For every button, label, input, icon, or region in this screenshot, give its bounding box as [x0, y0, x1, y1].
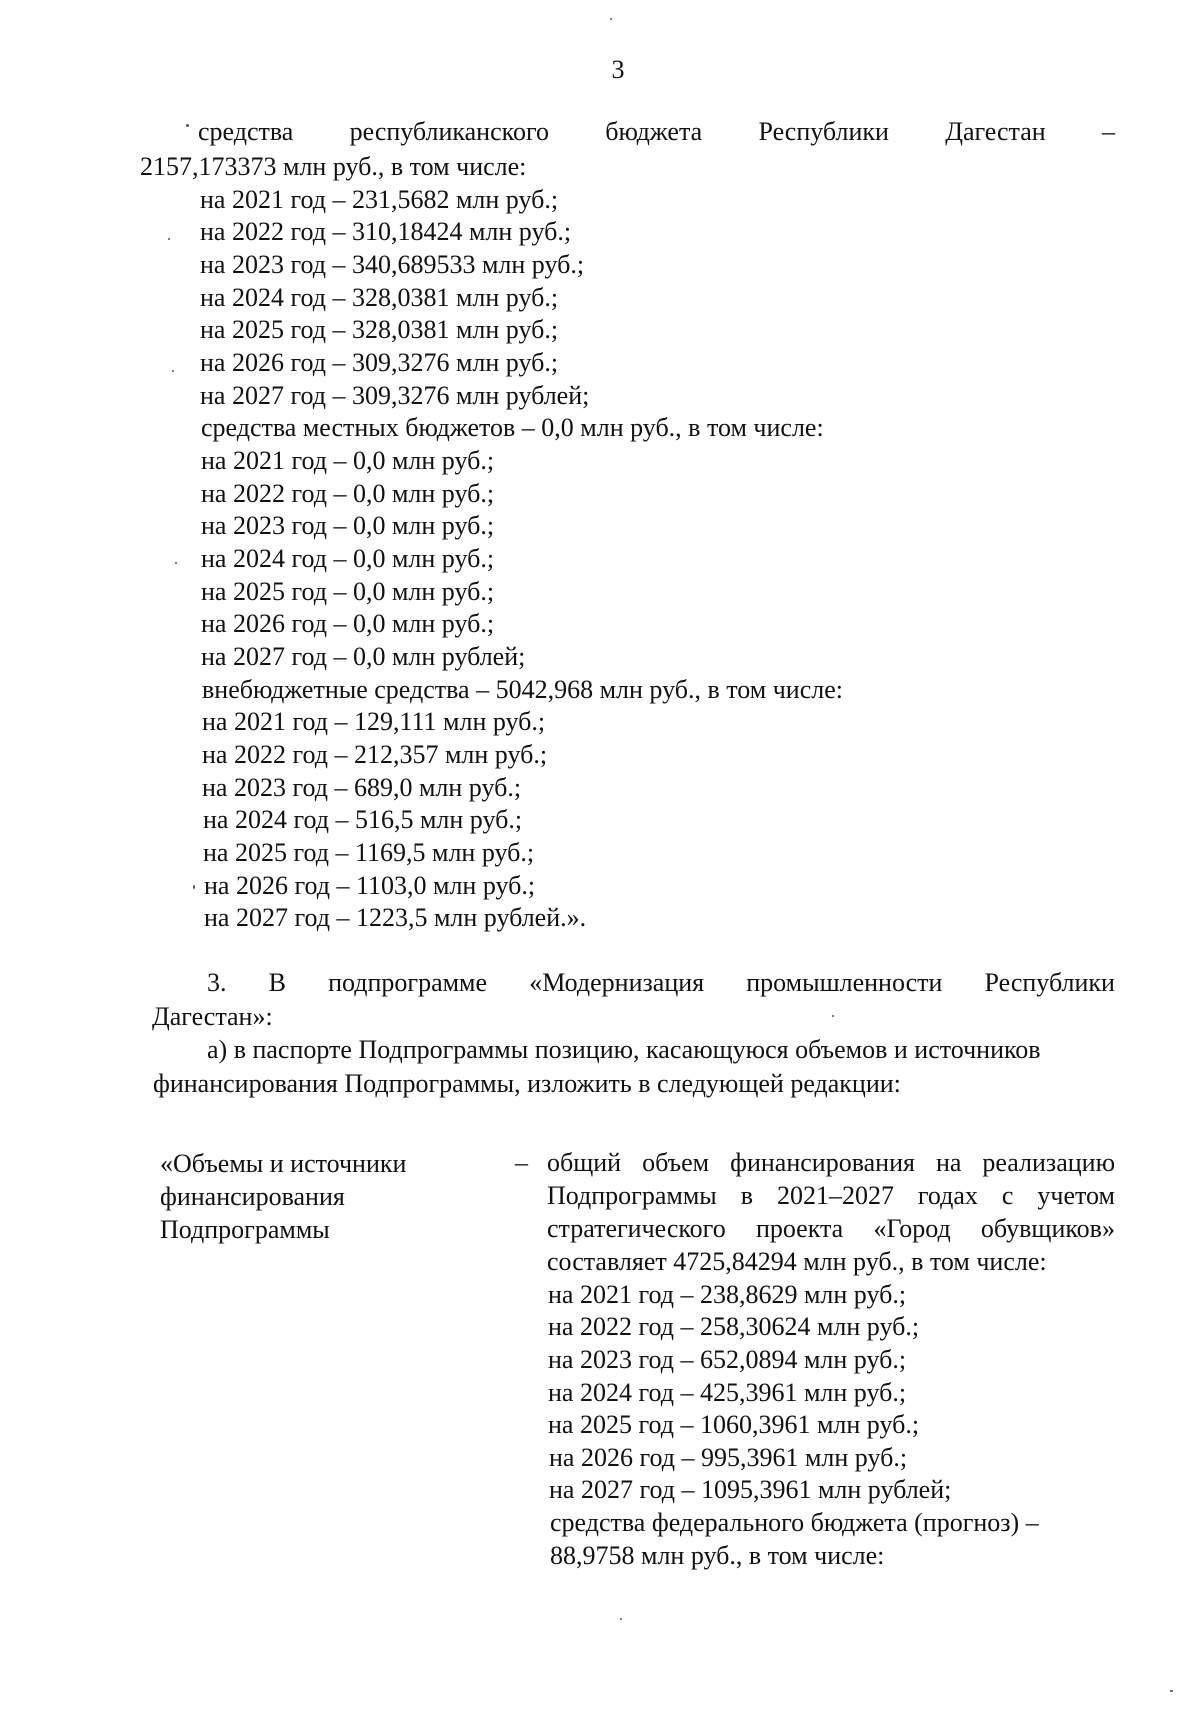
passport-desc-line: составляет 4725,84294 млн руб., в том числе: — [547, 1247, 1047, 1276]
republic-year-line: на 2027 год – 309,3276 млн рублей; — [200, 381, 590, 410]
section3-word: В — [268, 968, 286, 997]
extrabudget-year-line: на 2026 год – 1103,0 млн руб.; — [204, 871, 536, 900]
passport-year-line: на 2027 год – 1095,3961 млн рублей; — [549, 1475, 952, 1504]
scan-speck — [832, 1015, 834, 1017]
republic-year-line: на 2024 год – 328,0381 млн руб.; — [200, 283, 559, 312]
local-year-line: на 2023 год – 0,0 млн руб.; — [201, 511, 495, 540]
desc-word: проекта — [755, 1214, 844, 1243]
section3-word: 3. — [207, 968, 227, 997]
passport-label-line: финансирования — [160, 1182, 345, 1211]
passport-year-line: на 2026 год – 995,3961 млн руб.; — [549, 1443, 908, 1472]
republic-year-line: на 2026 год – 309,3276 млн руб.; — [200, 348, 559, 377]
desc-word: обувщиков» — [980, 1214, 1115, 1243]
scan-speck — [1170, 1690, 1173, 1692]
passport-desc-line — [547, 1213, 1115, 1245]
republic-budget-intro-cont: 2157,173373 млн руб., в том числе: — [140, 152, 527, 181]
passport-year-line: на 2021 год – 238,8629 млн руб.; — [548, 1280, 907, 1309]
local-budget-intro: средства местных бюджетов – 0,0 млн руб., в том числе: — [201, 413, 824, 442]
extrabudget-intro: внебюджетные средства – 5042,968 млн руб., в том числе: — [202, 675, 843, 704]
scan-speck — [175, 562, 177, 564]
local-year-line: на 2021 год – 0,0 млн руб.; — [201, 446, 495, 475]
local-year-line: на 2026 год – 0,0 млн руб.; — [201, 609, 495, 638]
passport-federal-line: 88,9758 млн руб., в том числе: — [550, 1541, 885, 1570]
desc-word: «Город — [873, 1214, 951, 1243]
passport-label-line: «Объемы и источники — [160, 1149, 407, 1178]
scan-speck — [172, 370, 174, 372]
intro-word: Дагестан — [945, 117, 1046, 146]
local-year-line: на 2022 год – 0,0 млн руб.; — [201, 479, 495, 508]
republic-year-line: на 2021 год – 231,5682 млн руб.; — [200, 185, 559, 214]
section3-word: промышленности — [746, 968, 943, 997]
intro-word: – — [1101, 117, 1115, 146]
local-year-line: на 2024 год – 0,0 млн руб.; — [201, 544, 495, 573]
scan-speck — [610, 18, 612, 20]
intro-word: Республики — [758, 117, 889, 146]
passport-label — [160, 1147, 406, 1246]
desc-word: объем — [642, 1148, 710, 1177]
passport-year-line: на 2024 год – 425,3961 млн руб.; — [548, 1378, 907, 1407]
intro-word: средства — [198, 117, 294, 146]
desc-word: реализацию — [982, 1148, 1115, 1177]
republic-year-line: на 2022 год – 310,18424 млн руб.; — [200, 217, 572, 246]
local-year-line: на 2025 год – 0,0 млн руб.; — [201, 577, 495, 606]
desc-word: с — [1001, 1181, 1014, 1210]
intro-word: республиканского — [349, 117, 549, 146]
republic-year-line: на 2025 год – 328,0381 млн руб.; — [200, 315, 559, 344]
extrabudget-year-line: на 2022 год – 212,357 млн руб.; — [202, 740, 548, 769]
desc-word: в — [740, 1181, 753, 1210]
desc-word: на — [935, 1148, 962, 1177]
desc-word: учетом — [1037, 1181, 1115, 1210]
local-year-line: на 2027 год – 0,0 млн рублей; — [201, 642, 526, 671]
desc-word: общий — [547, 1148, 622, 1177]
extrabudget-year-line: на 2024 год – 516,5 млн руб.; — [203, 805, 523, 834]
page-number: 3 — [611, 55, 625, 84]
scan-speck — [186, 124, 189, 127]
section3-word: «Модернизация — [529, 968, 705, 997]
extrabudget-year-line: на 2025 год – 1169,5 млн руб.; — [203, 838, 535, 867]
desc-word: годах — [917, 1181, 978, 1210]
passport-desc-line — [547, 1147, 1115, 1179]
passport-federal-line: средства федерального бюджета (прогноз) – — [550, 1508, 1039, 1537]
passport-year-line: на 2025 год – 1060,3961 млн руб.; — [548, 1410, 920, 1439]
passport-year-line: на 2022 год – 258,30624 млн руб.; — [548, 1312, 920, 1341]
scan-speck — [168, 238, 170, 240]
section3-item-a: а) в паспорте Подпрограммы позицию, касающуюся объемов и источников — [207, 1035, 1041, 1064]
desc-word: стратегического — [547, 1214, 726, 1243]
passport-dash: – — [515, 1148, 528, 1177]
desc-word: Подпрограммы — [547, 1181, 717, 1210]
section3-word: подпрограмме — [328, 968, 488, 997]
intro-word: бюджета — [605, 117, 703, 146]
section3-heading-cont: Дагестан»: — [152, 1002, 273, 1031]
section3-heading — [207, 967, 1115, 999]
republic-budget-intro — [198, 116, 1115, 148]
republic-year-line: на 2023 год – 340,689533 млн руб.; — [200, 250, 585, 279]
scan-speck — [193, 885, 195, 889]
extrabudget-year-line: на 2021 год – 129,111 млн руб.; — [202, 707, 546, 736]
passport-label-line: Подпрограммы — [160, 1215, 330, 1244]
passport-desc-line — [547, 1180, 1115, 1212]
desc-word: финансирования — [730, 1148, 915, 1177]
extrabudget-year-line: на 2023 год – 689,0 млн руб.; — [202, 773, 522, 802]
desc-word: 2021–2027 — [776, 1181, 894, 1210]
extrabudget-year-line: на 2027 год – 1223,5 млн рублей.». — [204, 903, 587, 932]
section3-item-a-cont: финансирования Подпрограммы, изложить в следующей редакции: — [153, 1069, 901, 1098]
scan-speck — [620, 1618, 622, 1620]
section3-word: Республики — [984, 968, 1115, 997]
passport-year-line: на 2023 год – 652,0894 млн руб.; — [548, 1345, 907, 1374]
